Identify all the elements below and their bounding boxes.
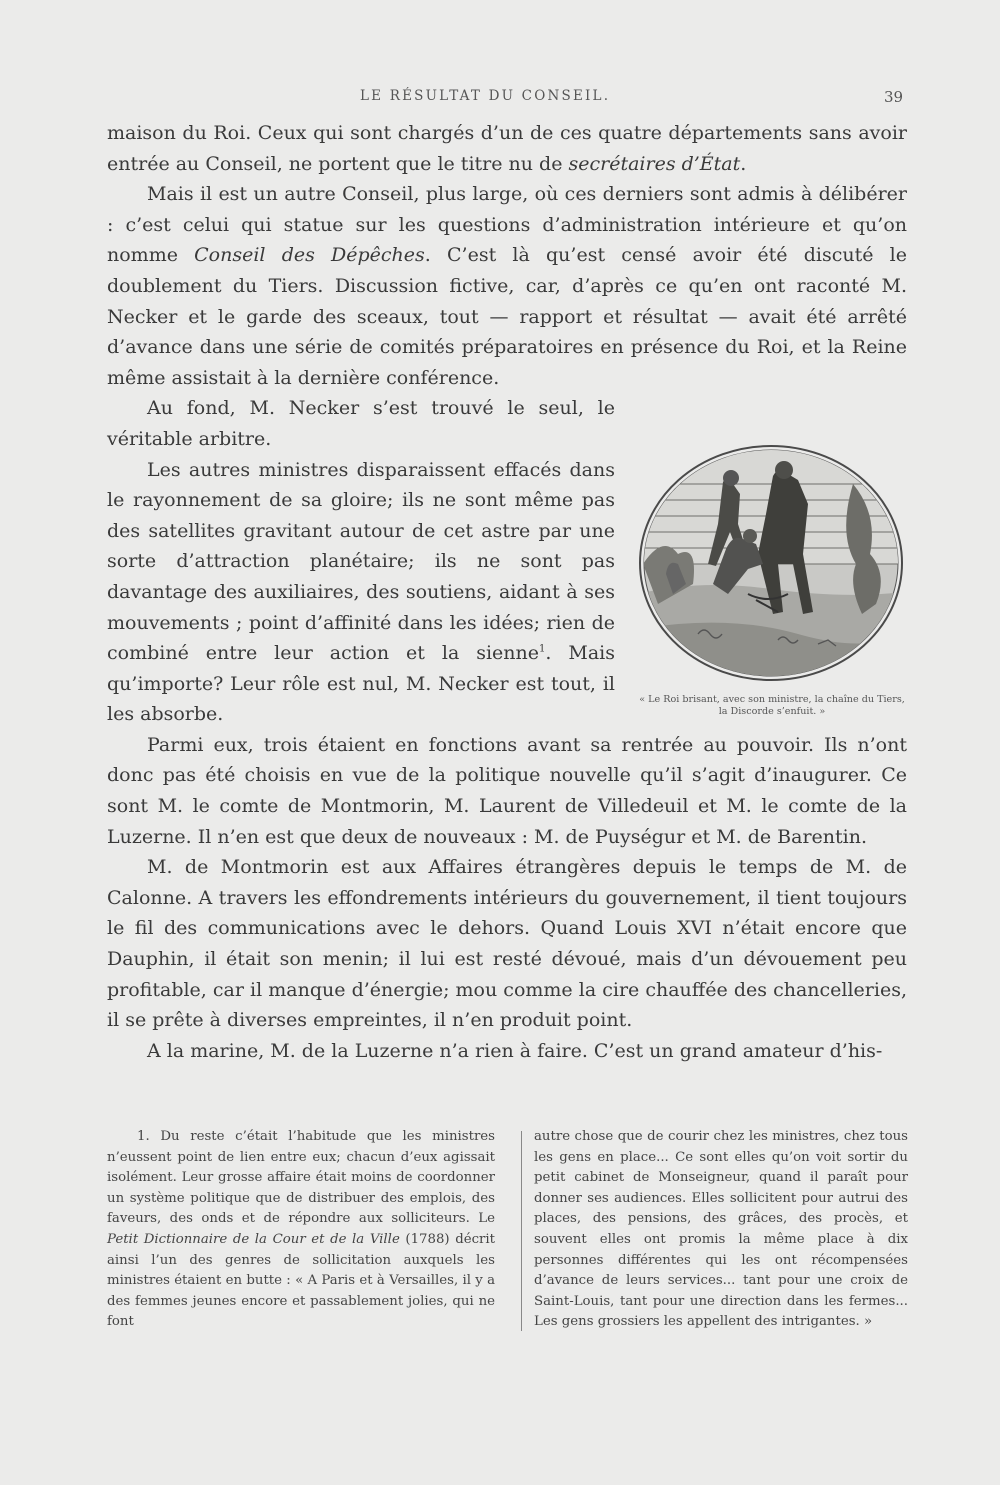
footnote-column-right — [534, 1127, 908, 1333]
illustration-caption: « Le Roi brisant, avec son ministre, la chaîne du Tiers, la Discorde s’enfuit. » — [639, 694, 905, 717]
paragraph-1: maison du Roi. Ceux qui sont chargés d’un de ces quatre départements sans avoir entrée au Conseil, ne portent que le titre nu de secrétaires d’État. — [107, 122, 907, 175]
paragraph-5: Parmi eux, trois étaient en fonctions avant sa rentrée au pouvoir. Ils n’ont donc pas été choisis en vue de la politique nouvelle qu’il s’agit d’inaugurer. Ce sont M. le comte de Montmorin, M. Laurent de Villedeuil et M. le comte de la Luzerne. Il n’en est que deux de nouveaux : M. de Puységur et M. de Barentin. — [107, 733, 907, 848]
running-title: LE RÉSULTAT DU CONSEIL. — [360, 88, 611, 104]
paragraph-7: A la marine, M. de la Luzerne n’a rien à faire. C’est un grand amateur d’his- — [147, 1039, 883, 1062]
footnotes — [107, 1127, 907, 1337]
text-beside-illustration — [107, 393, 615, 730]
column-divider — [521, 1131, 522, 1331]
paragraph-3: Au fond, M. Necker s’est trouvé le seul, le véritable arbitre. — [107, 397, 615, 450]
footnote-ref: 1 — [539, 643, 546, 655]
page-number: 39 — [884, 88, 904, 106]
paragraph-2: Mais il est un autre Conseil, plus large, où ces derniers sont admis à délibérer : c’est celui qui statue sur les questions d’administration intérieure et qu’on nomme Conseil des Dépêches. C’est là qu’est censé avoir été discuté le doublement du Tiers. Discussion fictive, car, d’après ce qu’en ont raconté M. Necker et le garde des sceaux, tout — rapport et résultat — avait été arrêté d’avance dans une série de comités préparatoires en présence du Roi, et la Reine même assistait à la dernière conférence. — [107, 183, 907, 389]
footnote-1-continued: autre chose que de courir chez les ministres, chez tous les gens en place... Ce sont elles qu’on voit sortir du petit cabinet de Monseigneur, quand il paraît pour donner ses audiences. Elles sollicitent pour autrui des places, des pensions, des grâces, des procès, et souvent elles ont promis la même place à dix personnes différentes qui les ont récompensées d’avance de leurs services... tant pour une croix de Saint-Louis, tant pour une direction dans les fermes... Les gens grossiers les appellent des intrigantes. » — [534, 1129, 908, 1330]
paragraph-6: M. de Montmorin est aux Affaires étrangères depuis le temps de M. de Calonne. A travers les effondrements intérieurs du gouvernement, il tient toujours le fil des communications avec le dehors. Quand Louis XVI n’était encore que Dauphin, il était son menin; il lui est resté dévoué, mais d’un dévouement peu profitable, car il manque d’énergie; mou comme la cire chauffée des chancelleries, il se prête à diverses empreintes, il n’en produit point. — [107, 856, 907, 1032]
paragraph-4: Les autres ministres disparaissent effacés dans le rayonnement de sa gloire; ils ne sont même pas des satellites gravitant autour de cet astre par une sorte d’attraction planétaire; ils ne sont pas davantage des auxiliaires, des soutiens, aidant à ses mouvements ; point d’affinité dans les idées; rien de combiné entre leur action et la sienne$^1$. Mais qu’importe? Leur rôle est nul, M. Necker est tout, il les absorbe. — [107, 458, 615, 726]
emphasis-secretaires: secrétaires d’État — [568, 152, 741, 175]
emphasis-conseil: Conseil des Dépêches — [194, 244, 425, 267]
footnote-column-left — [107, 1127, 495, 1333]
engraving-image — [638, 444, 904, 682]
page-header — [0, 88, 1000, 110]
emphasis-dictionnaire: Petit Dictionnaire de la Cour et de la Ville — [107, 1231, 400, 1247]
engraving-medallion — [638, 444, 904, 682]
footnote-1: 1. Du reste c’était l’habitude que les ministres n’eussent point de lien entre eux; chacun d’eux agissait isolément. Leur grosse affaire était moins de coordonner un système politique que de distribuer des emplois, des faveurs, des onds et de répondre aux solliciteurs. Le Petit Dictionnaire de la Cour et de la Ville (1788) décrit ainsi l’un des genres de sollicitation auxquels les ministres étaient en butte : « A Paris et à Versailles, il y a des femmes jeunes encore et passablement jolies, qui ne font — [107, 1129, 495, 1330]
